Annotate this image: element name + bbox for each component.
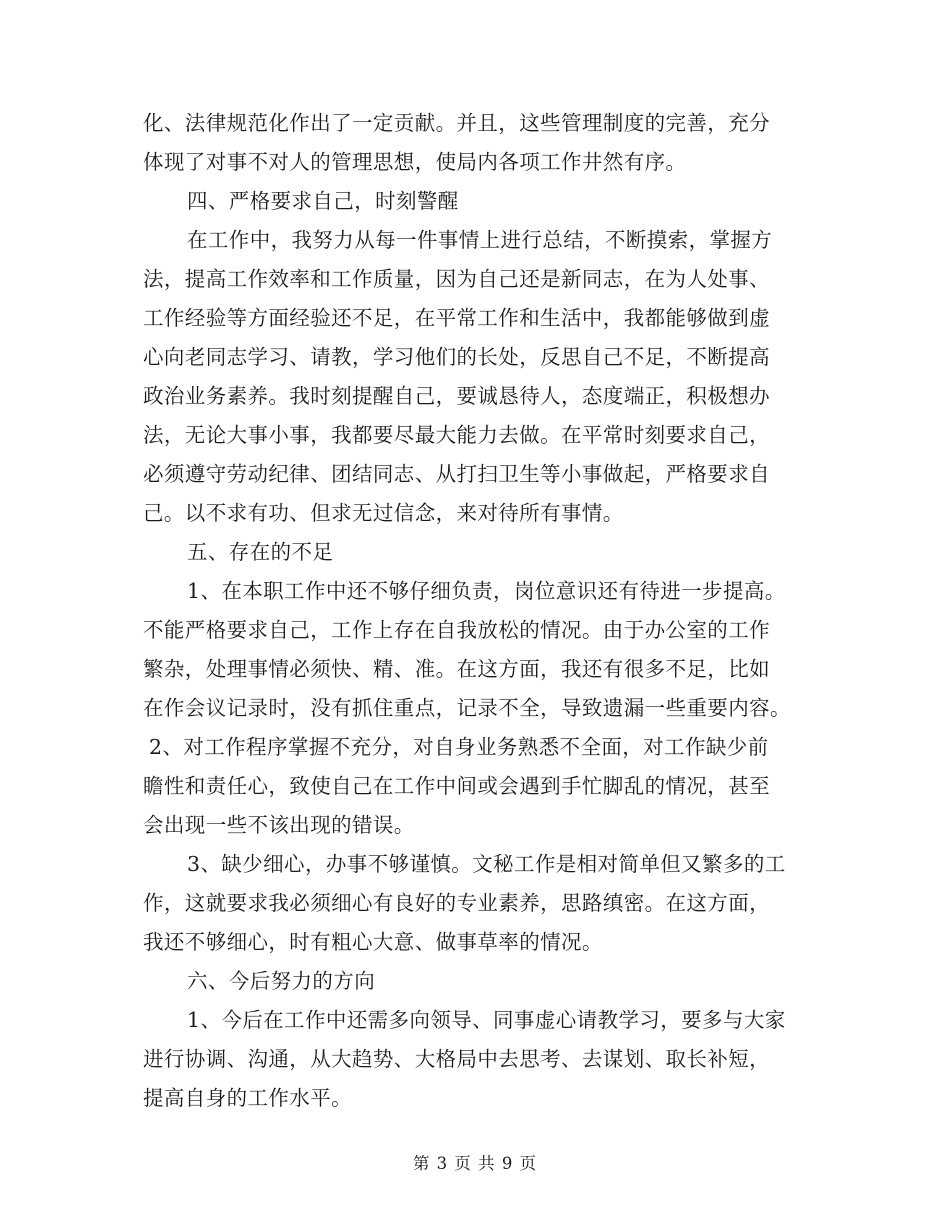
text-line: 工作经验等方面经验还不足，在平常工作和生活中，我都能够做到虚: [143, 306, 770, 330]
text-line: 我还不够细心，时有粗心大意、做事草率的情况。: [143, 930, 603, 954]
text-line: 1、今后在工作中还需多向领导、同事虚心请教学习，要多与大家: [187, 1008, 786, 1032]
text-line: 政治业务素养。我时刻提醒自己，要诚恳待人，态度端正，积极想办: [143, 384, 770, 408]
text-line: 2、对工作程序掌握不充分，对自身业务熟悉不全面，对工作缺少前: [149, 735, 769, 759]
text-line: 不能严格要求自己，工作上存在自我放松的情况。由于办公室的工作: [143, 618, 770, 642]
text-line: 瞻性和责任心，致使自己在工作中间或会遇到手忙脚乱的情况，甚至: [143, 774, 770, 798]
text-line: 进行协调、沟通，从大趋势、大格局中去思考、去谋划、取长补短，: [143, 1047, 770, 1071]
text-line: 在工作中，我努力从每一件事情上进行总结，不断摸索，掌握方: [187, 228, 773, 252]
text-line: 在作会议记录时，没有抓住重点，记录不全，导致遗漏一些重要内容。: [143, 696, 791, 720]
text-line: 1、在本职工作中还不够仔细负责，岗位意识还有待进一步提高。: [187, 579, 786, 603]
text-line: 法，无论大事小事，我都要尽最大能力去做。在平常时刻要求自己，: [143, 423, 770, 447]
text-line: 必须遵守劳动纪律、团结同志、从打扫卫生等小事做起，严格要求自: [143, 462, 770, 486]
text-line: 3、缺少细心，办事不够谨慎。文秘工作是相对简单但又繁多的工: [187, 852, 786, 876]
text-line: 己。以不求有功、但求无过信念，来对待所有事情。: [143, 501, 624, 525]
text-line: 提高自身的工作水平。: [143, 1086, 352, 1110]
section-heading: 五、存在的不足: [187, 540, 334, 564]
text-line: 心向老同志学习、请教，学习他们的长处，反思自己不足，不断提高: [143, 345, 770, 369]
section-heading: 六、今后努力的方向: [187, 969, 376, 993]
text-line: 作，这就要求我必须细心有良好的专业素养，思路缜密。在这方面，: [143, 891, 770, 915]
text-line: 化、法律规范化作出了一定贡献。并且，这些管理制度的完善，充分: [143, 111, 770, 135]
section-heading: 四、严格要求自己，时刻警醒: [187, 189, 459, 213]
text-line: 法，提高工作效率和工作质量，因为自己还是新同志，在为人处事、: [143, 267, 770, 291]
page-number: 第 3 页 共 9 页: [412, 1154, 538, 1173]
text-line: 繁杂，处理事情必须快、精、准。在这方面，我还有很多不足，比如: [143, 657, 770, 681]
text-line: 体现了对事不对人的管理思想，使局内各项工作井然有序。: [143, 150, 687, 174]
document-body: [143, 104, 808, 1118]
text-line: 会出现一些不该出现的错误。: [143, 813, 415, 837]
